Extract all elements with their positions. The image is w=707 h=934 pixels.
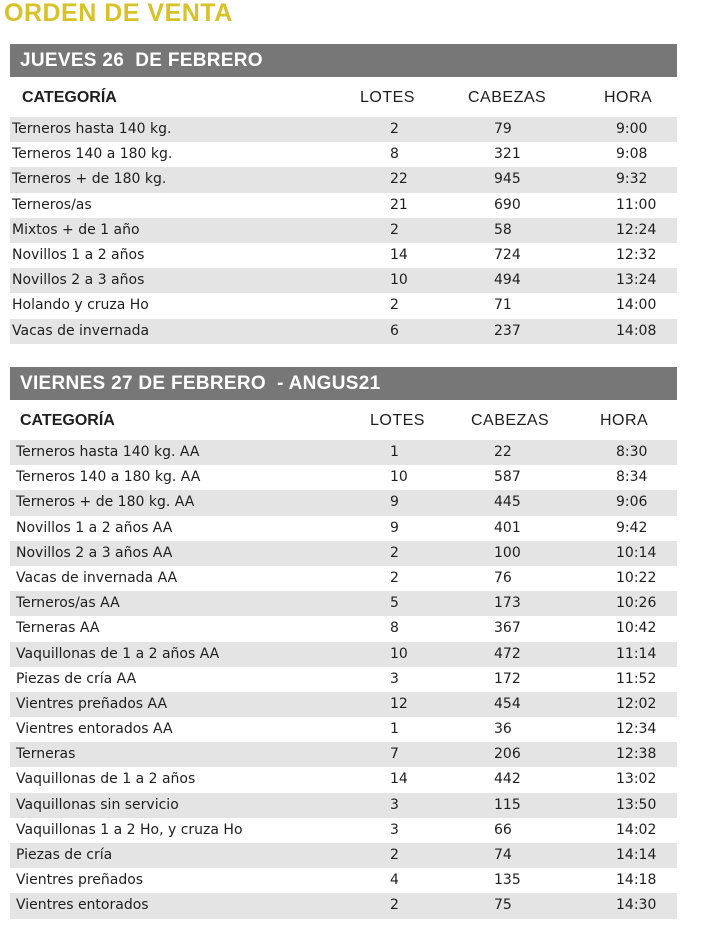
cell-categoria: Piezas de cría [16,847,113,863]
column-header-lotes: LOTES [360,89,415,106]
table-row [10,268,677,293]
cell-cabezas: 945 [494,171,521,188]
cell-lotes: 2 [390,221,399,238]
cell-hora: 12:24 [616,221,657,238]
cell-lotes: 7 [390,746,399,763]
cell-categoria: Vaquillonas sin servicio [16,796,179,813]
cell-hora: 9:32 [616,171,648,188]
section-viernes [10,367,677,919]
table-row [10,692,677,717]
cell-hora: 10:42 [616,620,657,637]
cell-cabezas: 401 [494,519,521,536]
cell-lotes: 2 [390,847,399,863]
table-row [10,117,677,142]
cell-cabezas: 71 [494,297,512,314]
cell-hora: 11:14 [616,645,657,662]
table-row [10,516,677,541]
cell-lotes: 10 [390,645,408,662]
cell-lotes: 3 [390,670,399,687]
cell-categoria: Vaquillonas 1 a 2 Ho, y cruza Ho [16,821,243,838]
table-row [10,465,677,490]
cell-lotes: 3 [390,796,399,813]
cell-categoria: Novillos 1 a 2 años [12,246,145,263]
table-row [10,541,677,566]
cell-cabezas: 172 [494,670,521,687]
table-row [10,167,677,192]
column-header-categoria: CATEGORÍA [22,89,117,106]
table-row [10,742,677,767]
cell-lotes: 9 [390,519,399,536]
column-header-cabezas: CABEZAS [468,89,547,106]
cell-cabezas: 724 [494,246,521,263]
table-row [10,717,677,742]
cell-cabezas: 472 [494,645,521,662]
cell-cabezas: 22 [494,444,512,460]
cell-hora: 9:06 [616,494,648,511]
cell-categoria: Holando y cruza Ho [12,297,149,314]
cell-lotes: 2 [390,569,399,586]
cell-hora: 11:52 [616,670,657,687]
column-header-hora: HORA [600,412,649,429]
cell-categoria: Vaquillonas de 1 a 2 años AA [16,645,220,662]
cell-hora: 13:02 [616,771,657,788]
table-row [10,868,677,893]
cell-lotes: 8 [390,146,399,163]
cell-cabezas: 690 [494,196,521,213]
cell-hora: 9:00 [616,121,648,137]
table-row [10,319,677,344]
cell-lotes: 2 [390,297,399,314]
cell-hora: 13:24 [616,272,657,289]
cell-lotes: 6 [390,322,399,339]
cell-hora: 8:34 [616,469,648,486]
cell-lotes: 9 [390,494,399,511]
cell-lotes: 8 [390,620,399,637]
cell-hora: 14:14 [616,847,657,863]
cell-cabezas: 135 [494,872,521,889]
cell-categoria: Mixtos + de 1 año [12,221,140,238]
table-row [10,566,677,591]
cell-lotes: 2 [390,897,399,914]
cell-hora: 14:02 [616,821,657,838]
cell-hora: 9:08 [616,146,648,163]
cell-cabezas: 79 [494,121,512,137]
cell-lotes: 14 [390,246,408,263]
column-header-cabezas: CABEZAS [471,412,550,429]
cell-cabezas: 115 [494,796,521,813]
cell-categoria: Terneros 140 a 180 kg. [12,146,173,163]
cell-lotes: 1 [390,444,399,460]
cell-hora: 14:30 [616,897,657,914]
cell-hora: 10:14 [616,544,657,561]
cell-lotes: 10 [390,272,408,289]
table-row [10,667,677,692]
cell-lotes: 2 [390,121,399,137]
column-headers [10,400,677,440]
section-jueves [10,44,677,344]
table-row [10,142,677,167]
column-header-lotes: LOTES [370,412,425,429]
cell-categoria: Terneros/as AA [16,595,120,612]
cell-cabezas: 206 [494,746,521,763]
cell-lotes: 2 [390,544,399,561]
cell-cabezas: 587 [494,469,521,486]
cell-hora: 12:32 [616,246,657,263]
cell-categoria: Vientres preñados AA [16,695,168,712]
cell-categoria: Piezas de cría AA [16,670,137,687]
cell-lotes: 5 [390,595,399,612]
cell-categoria: Vientres entorados [16,897,149,914]
table-body [10,440,677,919]
cell-lotes: 3 [390,821,399,838]
cell-categoria: Vacas de invernada AA [16,569,178,586]
cell-hora: 9:42 [616,519,648,536]
table-row [10,193,677,218]
cell-categoria: Terneros 140 a 180 kg. AA [16,469,201,486]
cell-cabezas: 494 [494,272,521,289]
page-title: ORDEN DE VENTA [4,0,233,27]
cell-cabezas: 173 [494,595,521,612]
table-row [10,490,677,515]
cell-hora: 14:08 [616,322,657,339]
cell-cabezas: 76 [494,569,512,586]
cell-lotes: 10 [390,469,408,486]
cell-cabezas: 36 [494,721,512,738]
table-row [10,818,677,843]
cell-cabezas: 442 [494,771,521,788]
cell-categoria: Terneros + de 180 kg. AA [16,494,195,511]
table-row [10,893,677,918]
cell-lotes: 12 [390,695,408,712]
cell-hora: 12:02 [616,695,657,712]
cell-cabezas: 321 [494,146,521,163]
cell-lotes: 1 [390,721,399,738]
cell-hora: 12:34 [616,721,657,738]
cell-hora: 13:50 [616,796,657,813]
cell-hora: 10:26 [616,595,657,612]
table-row [10,591,677,616]
table-row [10,616,677,641]
cell-cabezas: 58 [494,221,512,238]
column-headers [10,77,677,117]
cell-lotes: 21 [390,196,408,213]
cell-lotes: 4 [390,872,399,889]
cell-categoria: Terneras AA [16,620,100,637]
table-row [10,243,677,268]
cell-categoria: Vientres entorados AA [16,721,173,738]
cell-hora: 14:00 [616,297,657,314]
column-header-categoria: CATEGORÍA [20,412,115,429]
cell-categoria: Novillos 1 a 2 años AA [16,519,173,536]
cell-cabezas: 367 [494,620,521,637]
cell-categoria: Terneras [16,746,76,763]
section-header: JUEVES 26 DE FEBRERO [10,44,677,77]
cell-cabezas: 75 [494,897,512,914]
cell-categoria: Terneros/as [12,196,92,213]
table-row [10,218,677,243]
cell-hora: 10:22 [616,569,657,586]
table-row [10,843,677,868]
cell-hora: 14:18 [616,872,657,889]
table-row [10,767,677,792]
cell-categoria: Vaquillonas de 1 a 2 años [16,771,196,788]
cell-categoria: Vacas de invernada [12,322,150,339]
table-body [10,117,677,344]
cell-cabezas: 237 [494,322,521,339]
cell-cabezas: 74 [494,847,512,863]
cell-categoria: Novillos 2 a 3 años [12,272,145,289]
cell-hora: 11:00 [616,196,657,213]
column-header-hora: HORA [604,89,653,106]
cell-lotes: 14 [390,771,408,788]
table-row [10,440,677,465]
cell-categoria: Vientres preñados [16,872,144,889]
cell-cabezas: 100 [494,544,521,561]
table-row [10,642,677,667]
cell-cabezas: 66 [494,821,512,838]
cell-cabezas: 445 [494,494,521,511]
section-header: VIERNES 27 DE FEBRERO - ANGUS21 [10,367,677,400]
cell-hora: 12:38 [616,746,657,763]
cell-categoria: Terneros hasta 140 kg. AA [16,444,200,460]
cell-categoria: Terneros hasta 140 kg. [12,121,172,137]
cell-categoria: Terneros + de 180 kg. [12,171,167,188]
cell-hora: 8:30 [616,444,648,460]
table-row [10,793,677,818]
cell-categoria: Novillos 2 a 3 años AA [16,544,173,561]
cell-cabezas: 454 [494,695,521,712]
cell-lotes: 22 [390,171,408,188]
table-row [10,293,677,318]
